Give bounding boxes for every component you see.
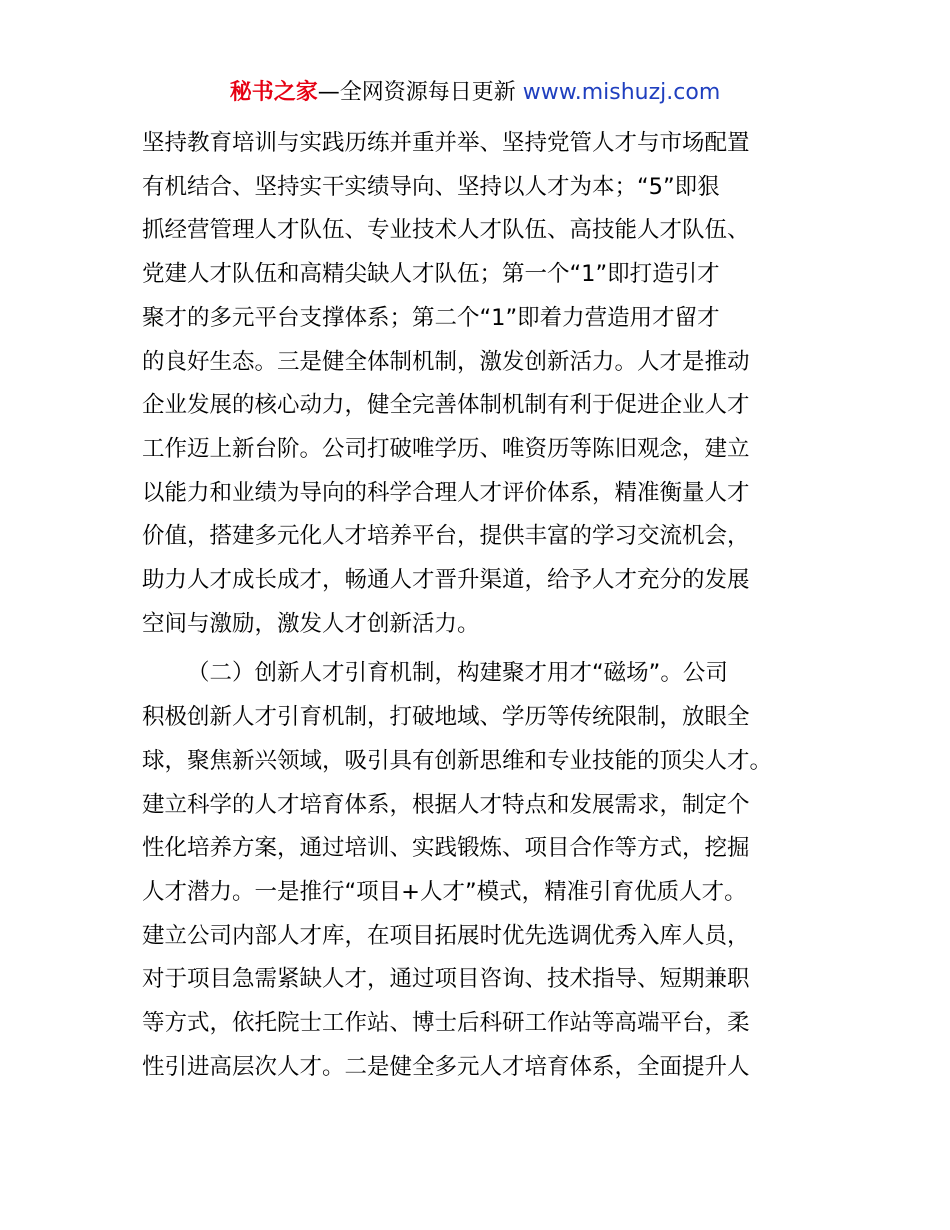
text-line: 助力人才成长成才，畅通人才晋升渠道，给予人才充分的发展	[142, 567, 750, 594]
text-line: 党建人才队伍和高精尖缺人才队伍；第一个“1”即打造引才	[142, 261, 720, 288]
text-line: 建立科学的人才培育体系，根据人才特点和发展需求，制定个	[142, 791, 750, 818]
text-line: 对于项目急需紧缺人才，通过项目咨询、技术指导、短期兼职	[142, 966, 750, 993]
text-line: 人才潜力。一是推行“项目+人才”模式，精准引育优质人才。	[142, 878, 747, 905]
text-line: 企业发展的核心动力，健全完善体制机制有利于促进企业人才	[142, 392, 750, 419]
document-body	[142, 122, 822, 1089]
text-line: 的良好生态。三是健全体制机制，激发创新活力。人才是推动	[142, 348, 750, 375]
site-tagline: —全网资源每日更新	[317, 80, 516, 105]
text-line: 空间与激励，激发人才创新活力。	[142, 610, 480, 637]
site-header	[0, 78, 950, 108]
text-line: 工作迈上新台阶。公司打破唯学历、唯资历等陈旧观念，建立	[142, 435, 750, 462]
text-line: 聚才的多元平台支撑体系；第二个“1”即着力营造用才留才	[142, 304, 720, 331]
paragraph-1	[142, 122, 822, 646]
text-line: 价值，搭建多元化人才培养平台，提供丰富的学习交流机会，	[142, 523, 750, 550]
text-line: 等方式，依托院士工作站、博士后科研工作站等高端平台，柔	[142, 1010, 750, 1037]
text-line: 建立公司内部人才库，在项目拓展时优先选调优秀入库人员，	[142, 922, 750, 949]
text-line: 以能力和业绩为导向的科学合理人才评价体系，精准衡量人才	[142, 479, 750, 506]
text-line: 性化培养方案，通过培训、实践锻炼、项目合作等方式，挖掘	[142, 835, 750, 862]
text-line: 坚持教育培训与实践历练并重并举、坚持党管人才与市场配置	[142, 130, 750, 156]
site-url-link[interactable]: www.mishuzj.com	[522, 80, 721, 105]
paragraph-2	[142, 652, 822, 1089]
text-line: 抓经营管理人才队伍、专业技术人才队伍、高技能人才队伍、	[142, 217, 750, 244]
site-brand: 秘书之家	[229, 80, 318, 105]
text-line: 积极创新人才引育机制，打破地域、学历等传统限制，放眼全	[142, 704, 750, 731]
text-line: 有机结合、坚持实干实绩导向、坚持以人才为本；“5”即狠	[142, 173, 720, 200]
text-line: 球，聚焦新兴领域，吸引具有创新思维和专业技能的顶尖人才。	[142, 747, 773, 774]
text-line: 性引进高层次人才。二是健全多元人才培育体系，全面提升人	[142, 1053, 750, 1080]
text-line: （二）创新人才引育机制，构建聚才用才“磁场”。公司	[187, 660, 728, 687]
